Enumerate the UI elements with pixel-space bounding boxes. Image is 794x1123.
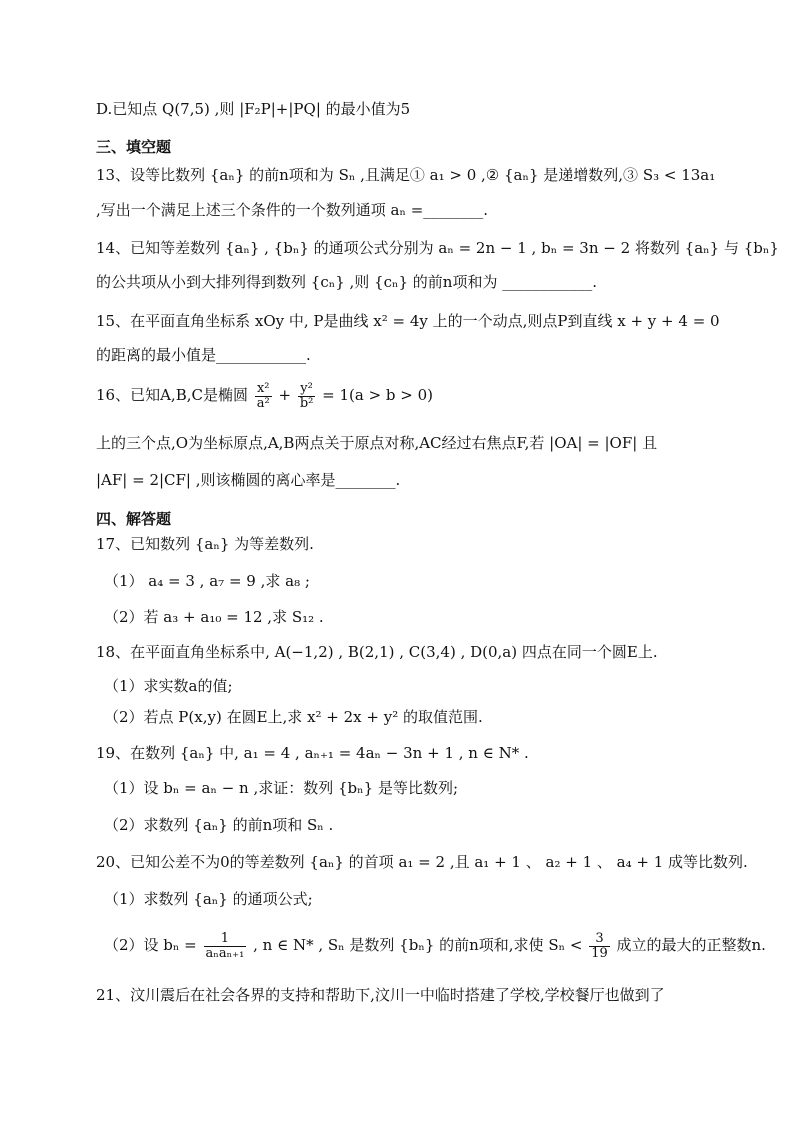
q18: 18、在平面直角坐标系中, A(−1,2) , B(2,1) , C(3,4) , D(0,a) 四点在同一个圆E上. xyxy=(96,643,658,661)
fraction-x2-a2 xyxy=(255,382,272,411)
q20-part2-pre: （2）设 bₙ = xyxy=(104,936,202,954)
fraction-numerator: y² xyxy=(298,382,316,397)
q16-text-pre: 16、已知A,B,C是椭圆 xyxy=(96,386,253,404)
q13-line1: 13、设等比数列 {aₙ} 的前n项和为 Sₙ ,且满足① a₁ > 0 ,② {aₙ} 是递增数列,③ S₃ < 13a₁ xyxy=(96,166,716,184)
fraction-numerator: 1 xyxy=(204,932,247,947)
fraction-denominator: a² xyxy=(256,395,270,411)
fraction-numerator: 3 xyxy=(589,932,610,947)
section-heading-fill-blank: 三、填空题 xyxy=(96,138,172,156)
q18-part1: （1）求实数a的值; xyxy=(104,677,233,695)
q15-line2: 的距离的最小值是____________. xyxy=(96,346,311,364)
q20: 20、已知公差不为0的等差数列 {aₙ} 的首项 a₁ = 2 ,且 a₁ + 1 、 a₂ + 1 、 a₄ + 1 成等比数列. xyxy=(96,853,748,871)
q20-part2 xyxy=(104,926,766,964)
q20-part1: （1）求数列 {aₙ} 的通项公式; xyxy=(104,890,313,908)
q16-line2: 上的三个点,O为坐标原点,A,B两点关于原点对称,AC经过右焦点F,若 |OA| = |OF| 且 xyxy=(96,434,658,452)
option-d: D.已知点 Q(7,5) ,则 |F₂P|+|PQ| 的最小值为5 xyxy=(96,100,411,118)
q19-part1: （1）设 bₙ = aₙ − n ,求证：数列 {bₙ} 是等比数列; xyxy=(104,779,459,797)
q17-part2: （2）若 a₃ + a₁₀ = 12 ,求 S₁₂ . xyxy=(104,608,324,626)
q13-line2: ,写出一个满足上述三个条件的一个数列通项 aₙ =________. xyxy=(96,201,489,219)
plus-sign: + xyxy=(273,386,296,404)
section-heading-answer: 四、解答题 xyxy=(96,510,172,528)
fraction-3-19 xyxy=(589,932,610,961)
q20-part2-mid: , n ∈ N* , Sₙ 是数列 {bₙ} 的前n项和,求使 Sₙ < xyxy=(248,936,588,954)
q17-part1: （1） a₄ = 3 , a₇ = 9 ,求 a₈ ; xyxy=(104,572,310,590)
fraction-bn xyxy=(204,932,247,961)
q21: 21、汶川震后在社会各界的支持和帮助下,汶川一中临时搭建了学校,学校餐厅也做到了 xyxy=(96,986,665,1004)
q15-line1: 15、在平面直角坐标系 xOy 中, P是曲线 x² = 4y 上的一个动点,则点P到直线 x + y + 4 = 0 xyxy=(96,312,720,330)
q14-line1: 14、已知等差数列 {aₙ} , {bₙ} 的通项公式分别为 aₙ = 2n − 1 , bₙ = 3n − 2 将数列 {aₙ} 与 {bₙ} xyxy=(96,239,779,257)
q18-part2: （2）若点 P(x,y) 在圆E上,求 x² + 2x + y² 的取值范围. xyxy=(104,708,483,726)
q14-line2: 的公共项从小到大排列得到数列 {cₙ} ,则 {cₙ} 的前n项和为 ____________. xyxy=(96,273,597,291)
q20-part2-post: 成立的最大的正整数n. xyxy=(611,936,766,954)
q16-text-post: = 1(a > b > 0) xyxy=(317,386,434,404)
fraction-numerator: x² xyxy=(255,382,272,397)
fraction-y2-b2 xyxy=(298,382,316,411)
q19: 19、在数列 {aₙ} 中, a₁ = 4 , aₙ₊₁ = 4aₙ − 3n + 1 , n ∈ N* . xyxy=(96,744,529,762)
fraction-denominator: b² xyxy=(299,395,314,411)
q17: 17、已知数列 {aₙ} 为等差数列. xyxy=(96,535,314,553)
q16-line1 xyxy=(96,378,698,412)
fraction-denominator: aₙaₙ₊₁ xyxy=(205,945,245,961)
q16-line3: |AF| = 2|CF| ,则该椭圆的离心率是________. xyxy=(96,471,401,489)
fraction-denominator: 19 xyxy=(591,945,608,961)
q19-part2: （2）求数列 {aₙ} 的前n项和 Sₙ . xyxy=(104,816,334,834)
